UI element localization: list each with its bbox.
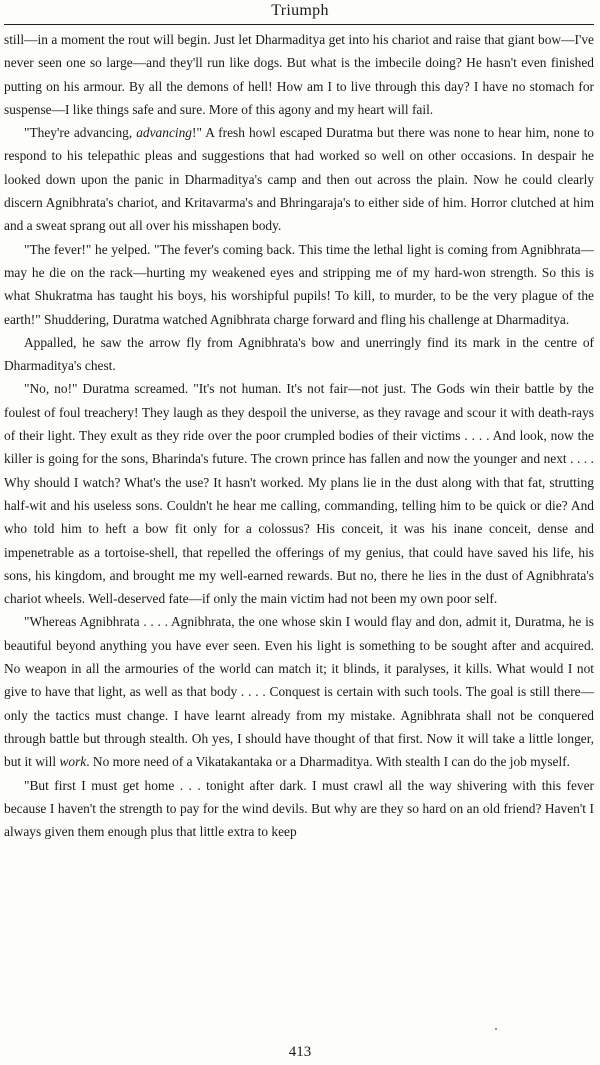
paragraph bbox=[4, 610, 594, 773]
running-title: Triumph bbox=[271, 2, 329, 19]
paragraph bbox=[4, 238, 594, 331]
italic-text: work bbox=[59, 754, 87, 770]
paragraph bbox=[4, 331, 594, 378]
page-number: 413 bbox=[288, 1044, 312, 1060]
body-text bbox=[4, 28, 594, 843]
text-segment: Appalled, he saw the arrow fly from Agnibhrata's bow and unerringly find its mark in the centre of Dharmaditya's chest. bbox=[4, 334, 594, 374]
text-segment: "Whereas Agnibhrata . . . . Agnibhrata, the one whose skin I would flay and don, admit it, Duratma, he is beautiful beyond anything you have ever seen. Even his light is something to be sought after and acquired. No weapon in all the armouries of the world can match it; it blinds, it paralyses, it kills. What would I not give to have that light, as well as that body . . . . Conquest is certain with such tools. The goal is still there—only the tactics must change. I have learnt already from my mistake. Agnibhrata shall not be conquered through battle but through stealth. Oh yes, I should have thought of that first. Now it will take a little longer, but it will bbox=[4, 614, 594, 770]
text-segment: . No more need of a Vikatakantaka or a Dharmaditya. With stealth I can do the job myself. bbox=[86, 754, 571, 770]
stray-mark bbox=[495, 1028, 497, 1030]
header-rule bbox=[4, 24, 594, 25]
paragraph bbox=[4, 377, 594, 610]
text-segment: "They're advancing, bbox=[24, 125, 137, 141]
italic-text: advancing bbox=[136, 125, 192, 141]
paragraph bbox=[4, 28, 594, 121]
text-segment: "No, no!" Duratma screamed. "It's not human. It's not fair—not just. The Gods win their battle by the foulest of foul treachery! They laugh as they despoil the universe, as they ravage and scour it with death-rays of their light. They exult as they ride over the poor crumpled bodies of their victims . . . . And look, now the killer is going for the sons, Bharinda's future. The crown prince has fallen and now the younger and next . . . . Why should I watch? What's the use? It hasn't worked. My plans lie in the dust along with that fat, strutting half-wit and his useless sons. Couldn't he hear me calling, commanding, telling him to be quick or die? And who told him to heft a bow fit only for a colossus? His conceit, it was his inane conceit, dense and impenetrable as a tortoise-shell, that repelled the offerings of my genius, that could have saved his life, his sons, his kingdom, and brought me my well-earned rewards. But no, there he lies in the dust of Agnibhrata's chariot wheels. Well-deserved fate—if only the main victim had not been my own poor self. bbox=[4, 381, 594, 607]
text-segment: still—in a moment the rout will begin. Just let Dharmaditya get into his chariot and raise that giant bow—I've never seen one so large—and they'll run like dogs. But what is the imbecile doing? He hasn't even finished putting on his armour. By all the demons of hell! How am I to live through this day? I have no stomach for suspense—I like things safe and sure. More of this agony and my heart will fail. bbox=[4, 32, 594, 117]
paragraph bbox=[4, 774, 594, 844]
paragraph bbox=[4, 121, 594, 237]
text-segment: "But first I must get home . . . tonight after dark. I must crawl all the way shivering with this fever because I haven't the strength to pay for the wind devils. But why are they so hard on an old friend? Haven't I always given them enough plus that little extra to keep bbox=[4, 777, 594, 840]
text-segment: "The fever!" he yelped. "The fever's coming back. This time the lethal light is coming from Agnibhrata—may he die on the rack—hurting my weakened eyes and stripping me of my hard-won strength. So this is what Shukratma has taught his boys, his worshipful pupils! To kill, to murder, to be the very plague of the earth!" Shuddering, Duratma watched Agnibhrata charge forward and fling his challenge at Dharmaditya. bbox=[4, 241, 594, 327]
text-segment: !" A fresh howl escaped Duratma but there was none to hear him, none to respond to his telepathic pleas and suggestions that had worked so well on other occasions. In despair he looked down upon the panic in Dharmaditya's camp and then out across the plain. Now he could clearly discern Agnibhrata's chariot, and Kritavarma's and Bhringaraja's to either side of him. Horror clutched at him and a sweat sprang out all over his misshapen body. bbox=[4, 125, 594, 234]
